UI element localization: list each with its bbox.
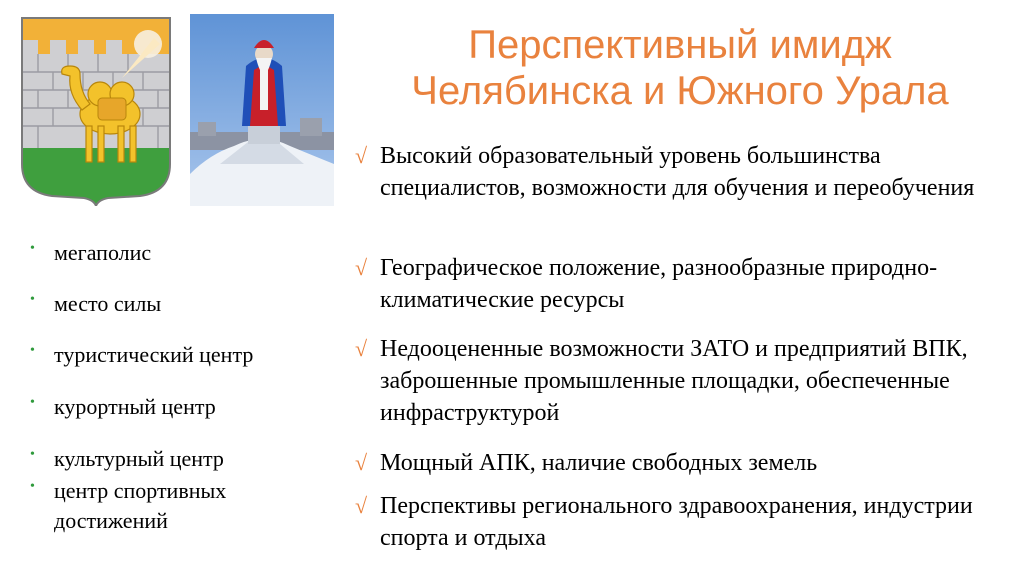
list-item [355,333,1015,429]
list-item-text: Мощный АПК, наличие свободных земель [380,450,818,476]
bullet-icon: • [30,343,35,358]
list-item [30,392,350,422]
list-item-text: Недооцененные возможности ЗАТО и предприятий ВПК, заброшенные промышленные площадки, обеспеченные инфраструктурой [380,336,968,426]
list-item [355,252,1015,316]
checkmark-icon: √ [355,255,368,280]
bullet-icon: • [30,292,35,307]
list-item-text: мегаполис [54,240,152,265]
list-item-text: место силы [54,291,162,316]
list-item [30,444,350,474]
list-item [355,447,1015,479]
list-item [30,340,350,370]
checkmark-icon: √ [355,336,368,361]
checkmark-icon: √ [355,450,368,475]
list-item-text: культурный центр [54,446,224,471]
bullet-icon: • [30,447,35,462]
statue-photo-image [190,14,334,206]
checkmark-icon: √ [355,143,368,168]
list-item-text: Географическое положение, разнообразные природно-климатические ресурсы [380,255,938,313]
bullet-icon: • [30,395,35,410]
bullet-icon: • [30,479,35,494]
list-item-text: центр спортивных достижений [54,478,227,533]
list-item-text: туристический центр [54,342,254,367]
list-item [355,490,1015,554]
list-item [30,476,300,536]
title-line-2: Челябинска и Южного Урала [411,69,949,113]
title-line-1: Перспективный имидж [468,23,892,67]
list-item-text: курортный центр [54,394,216,419]
list-item [355,140,1015,204]
list-item [30,289,350,319]
coat-of-arms-image [18,14,174,206]
checkmark-icon: √ [355,493,368,518]
bullet-icon: • [30,241,35,256]
list-item-text: Перспективы регионального здравоохранения, индустрии спорта и отдыха [380,493,973,551]
list-item-text: Высокий образовательный уровень большинства специалистов, возможности для обучения и переобучения [380,143,975,201]
slide-title [345,22,1015,114]
list-item [30,238,350,268]
